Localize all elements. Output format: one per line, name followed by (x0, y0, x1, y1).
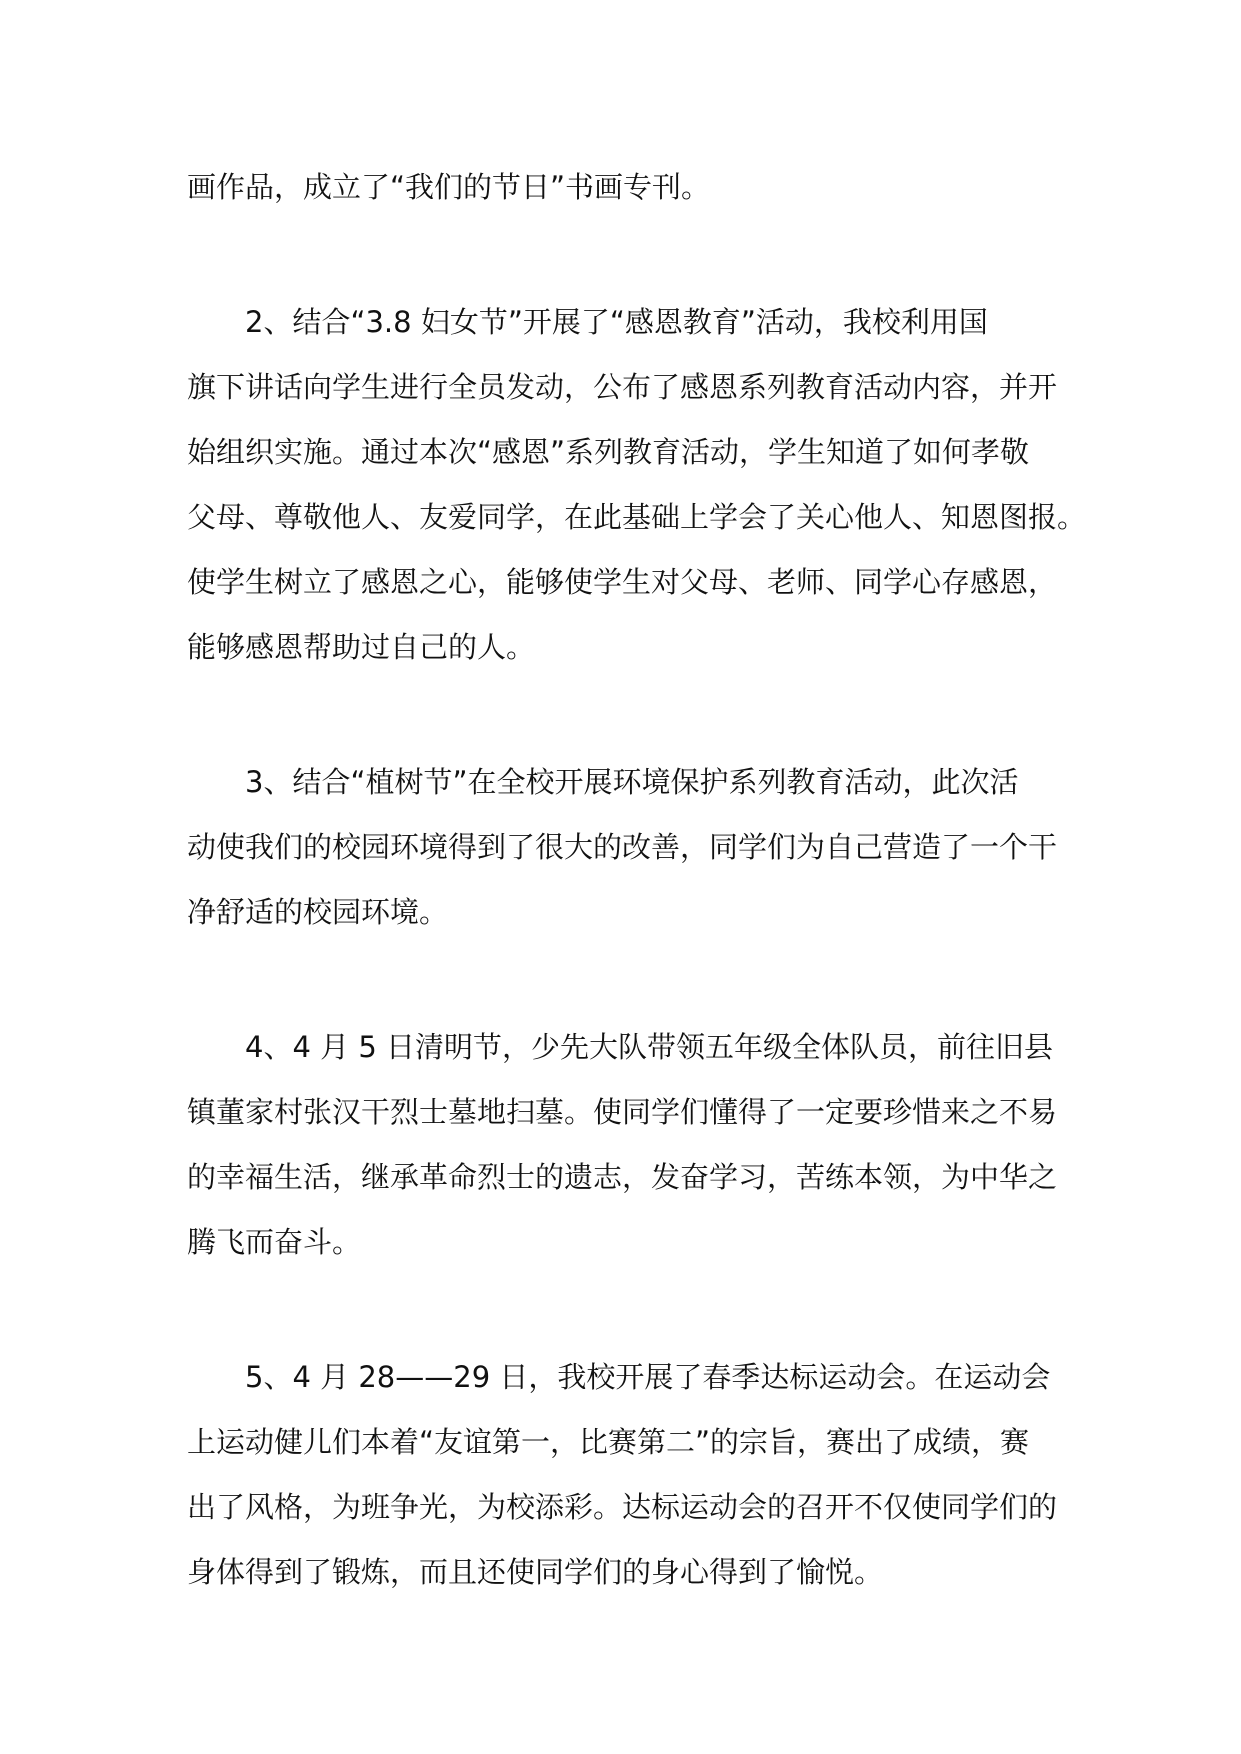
paragraph-line: 画作品，成立了“我们的节日”书画专刊。 (187, 170, 711, 204)
paragraph-line: 父母、尊敬他人、友爱同学，在此基础上学会了关心他人、知恩图报。 (187, 500, 1087, 534)
paragraph-5 (187, 1349, 1087, 1609)
paragraph-1 (187, 159, 1087, 224)
document-body (187, 159, 1087, 1609)
paragraph-gap (187, 949, 1087, 1019)
paragraph-2 (187, 294, 1087, 684)
paragraph-4 (187, 1019, 1087, 1279)
paragraph-line: 身体得到了锻炼，而且还使同学们的身心得到了愉悦。 (187, 1555, 884, 1589)
paragraph-3 (187, 754, 1087, 949)
paragraph-line: 的幸福生活，继承革命烈士的遗志，发奋学习，苦练本领，为中华之 (187, 1160, 1058, 1194)
paragraph-line: 4、4 月 5 日清明节，少先大队带领五年级全体队员，前往旧县 (245, 1030, 1054, 1064)
paragraph-line: 2、结合“3.8 妇女节”开展了“感恩教育”活动，我校利用国 (245, 305, 988, 339)
paragraph-line: 能够感恩帮助过自己的人。 (187, 630, 536, 664)
paragraph-gap (187, 684, 1087, 754)
paragraph-gap (187, 1279, 1087, 1349)
paragraph-gap (187, 224, 1087, 294)
paragraph-line: 上运动健儿们本着“友谊第一，比赛第二”的宗旨，赛出了成绩，赛 (187, 1425, 1030, 1459)
paragraph-line: 使学生树立了感恩之心，能够使学生对父母、老师、同学心存感恩， (187, 565, 1058, 599)
paragraph-line: 镇董家村张汉干烈士墓地扫墓。使同学们懂得了一定要珍惜来之不易 (187, 1095, 1058, 1129)
paragraph-line: 始组织实施。通过本次“感恩”系列教育活动，学生知道了如何孝敬 (187, 435, 1030, 469)
paragraph-line: 3、结合“植树节”在全校开展环境保护系列教育活动，此次活 (245, 765, 1019, 799)
paragraph-line: 出了风格，为班争光，为校添彩。达标运动会的召开不仅使同学们的 (187, 1490, 1058, 1524)
paragraph-line: 腾飞而奋斗。 (187, 1225, 362, 1259)
paragraph-line: 旗下讲话向学生进行全员发动，公布了感恩系列教育活动内容，并开 (187, 370, 1058, 404)
paragraph-line: 净舒适的校园环境。 (187, 895, 449, 929)
paragraph-line: 动使我们的校园环境得到了很大的改善，同学们为自己营造了一个干 (187, 830, 1058, 864)
paragraph-line: 5、4 月 28——29 日，我校开展了春季达标运动会。在运动会 (245, 1360, 1051, 1394)
